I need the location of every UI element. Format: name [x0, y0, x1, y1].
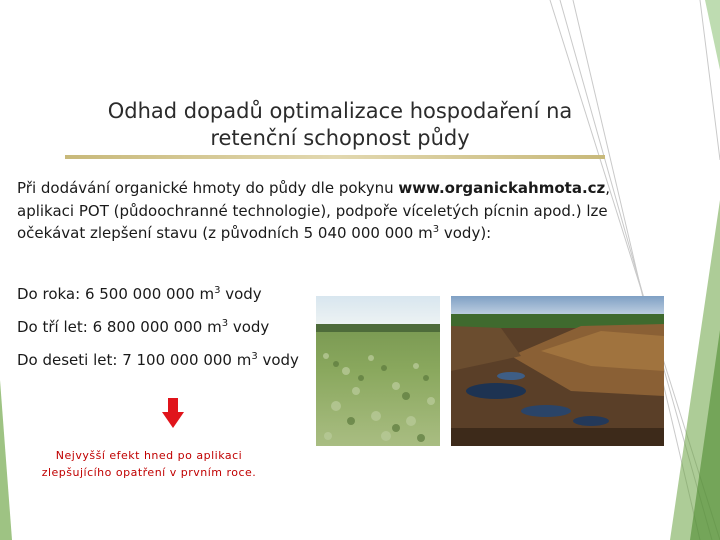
estimate-item-1-sup: 3	[214, 285, 221, 296]
title-line-2: retenční schopnost půdy	[210, 126, 470, 150]
estimate-item-3-sup: 3	[251, 351, 258, 362]
estimate-item-2	[17, 318, 269, 336]
intro-superscript: 3	[432, 224, 440, 235]
estimate-item-3-text: Do deseti let: 7 100 000 000 m	[17, 351, 252, 369]
estimate-item-3-tail: vody	[257, 351, 299, 369]
decor-triangle-right-dark	[690, 330, 720, 540]
field-photo	[316, 296, 440, 446]
down-arrow-icon	[162, 398, 184, 428]
effect-note: Nejvyšší efekt hned po aplikaci zlepšujícího opatření v prvním roce.	[41, 449, 257, 479]
intro-paragraph	[17, 177, 627, 245]
title-underline	[65, 155, 605, 159]
intro-link[interactable]: www.organickahmota.cz	[398, 179, 606, 197]
estimate-item-3	[17, 351, 299, 369]
intro-text-3: vody):	[439, 224, 492, 242]
slide-title	[60, 98, 620, 152]
decor-triangle-right	[670, 200, 720, 540]
decor-triangle-left	[0, 380, 12, 540]
estimate-item-1	[17, 285, 262, 303]
estimate-item-1-text: Do roka: 6 500 000 000 m	[17, 285, 215, 303]
estimate-item-1-tail: vody	[220, 285, 262, 303]
decor-triangle-top	[705, 0, 720, 70]
title-line-1: Odhad dopadů optimalizace hospodaření na	[107, 99, 573, 123]
intro-text-1: Při dodávání organické hmoty do půdy dle pokynu	[17, 179, 399, 197]
estimate-item-2-sup: 3	[221, 318, 229, 329]
manure-photo	[451, 296, 664, 446]
intro-text-2: , aplikaci POT (půdoochranné technologie), podpoře víceletých pícnin apod.) lze očekávat zlepšení stavu (z původních 5 040 000 000 m	[17, 179, 611, 242]
estimate-item-2-tail: vody	[228, 318, 270, 336]
estimate-item-2-text: Do tří let: 6 800 000 000 m	[17, 318, 222, 336]
